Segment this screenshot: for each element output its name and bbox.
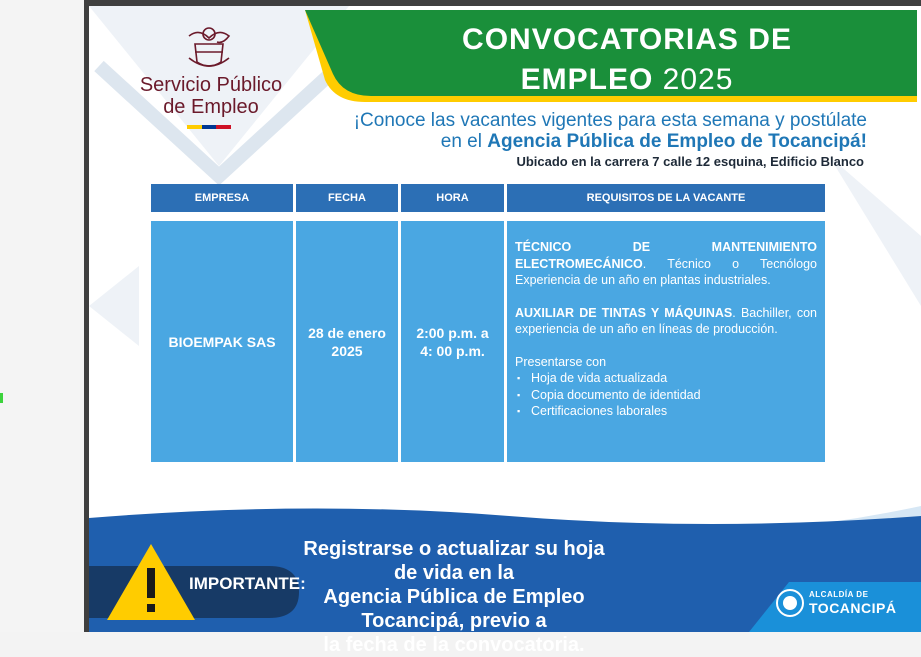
subtitle bbox=[349, 110, 867, 152]
job-flyer bbox=[89, 6, 921, 656]
footer-line1: Registrarse o actualizar su hoja de vida en la bbox=[303, 538, 605, 584]
cell-hora bbox=[401, 221, 504, 462]
title-year: 2025 bbox=[662, 63, 734, 96]
colombia-flag-stripe bbox=[187, 125, 231, 129]
alcaldia-line1: ALCALDÍA DE bbox=[809, 590, 869, 599]
location-text: Ubicado en la carrera 7 calle 12 esquina, Edificio Blanco bbox=[516, 154, 864, 169]
present-list bbox=[515, 370, 817, 420]
alcaldia-line2: TOCANCIPÁ bbox=[809, 600, 897, 616]
warning-triangle-icon bbox=[105, 542, 197, 622]
requirement-1 bbox=[515, 239, 817, 289]
fecha-line2: 2025 bbox=[331, 342, 363, 359]
requirement-1-text: . Técnico o Tecnólogo Experiencia de un año en plantas industriales. bbox=[515, 256, 817, 287]
empresa-value: BIOEMPAK SAS bbox=[168, 333, 276, 350]
requirement-2-title: AUXILIAR DE TINTAS Y MÁQUINAS bbox=[515, 305, 733, 320]
footer-line3: la fecha de la convocatoria. bbox=[323, 634, 585, 656]
hora-line1: 2:00 p.m. a bbox=[416, 324, 489, 341]
fecha-line1: 28 de enero bbox=[308, 324, 386, 341]
cell-requisitos bbox=[507, 221, 825, 462]
logo-text bbox=[121, 74, 301, 118]
present-intro: Presentarse con bbox=[515, 354, 607, 369]
cell-fecha bbox=[296, 221, 398, 462]
list-item: ▪ Hoja de vida actualizada bbox=[531, 370, 817, 387]
subtitle-prefix: en el bbox=[440, 131, 482, 152]
hora-line2: 4: 00 p.m. bbox=[420, 342, 485, 359]
header-fecha: FECHA bbox=[296, 184, 398, 212]
requirement-2 bbox=[515, 305, 817, 338]
subtitle-agency: Agencia Pública de Empleo de Tocancipá! bbox=[487, 131, 867, 152]
subtitle-line2 bbox=[349, 131, 867, 152]
footer-line2: Agencia Pública de Empleo Tocancipá, previo a bbox=[323, 586, 585, 632]
header-requisitos: REQUISITOS DE LA VACANTE bbox=[507, 184, 825, 212]
title-empleo: EMPLEO bbox=[520, 63, 654, 96]
tocancipa-seal-icon bbox=[775, 588, 805, 618]
cell-empresa bbox=[151, 221, 293, 462]
title-line2 bbox=[419, 60, 835, 100]
important-label: IMPORTANTE: bbox=[189, 574, 306, 593]
subtitle-line1: ¡Conoce las vacantes vigentes para esta semana y postúlate bbox=[353, 110, 867, 131]
requirement-2-text: . Bachiller, con experiencia de un año en líneas de producción. bbox=[515, 305, 817, 336]
title-line1: CONVOCATORIAS DE bbox=[462, 23, 792, 56]
header-empresa: EMPRESA bbox=[151, 184, 293, 212]
list-item: ▪ Certificaciones laborales bbox=[531, 403, 817, 420]
list-item: ▪ Copia documento de identidad bbox=[531, 387, 817, 404]
requirement-1-title: TÉCNICO DE MANTENIMIENTO ELECTROMECÁNICO bbox=[515, 240, 817, 271]
footer-message bbox=[289, 537, 619, 657]
logo-line2: de Empleo bbox=[163, 96, 259, 118]
header-hora: HORA bbox=[401, 184, 504, 212]
left-gutter bbox=[0, 0, 84, 632]
page-title bbox=[419, 20, 835, 100]
edge-marker bbox=[0, 393, 3, 403]
logo-line1: Servicio Público bbox=[139, 74, 283, 96]
